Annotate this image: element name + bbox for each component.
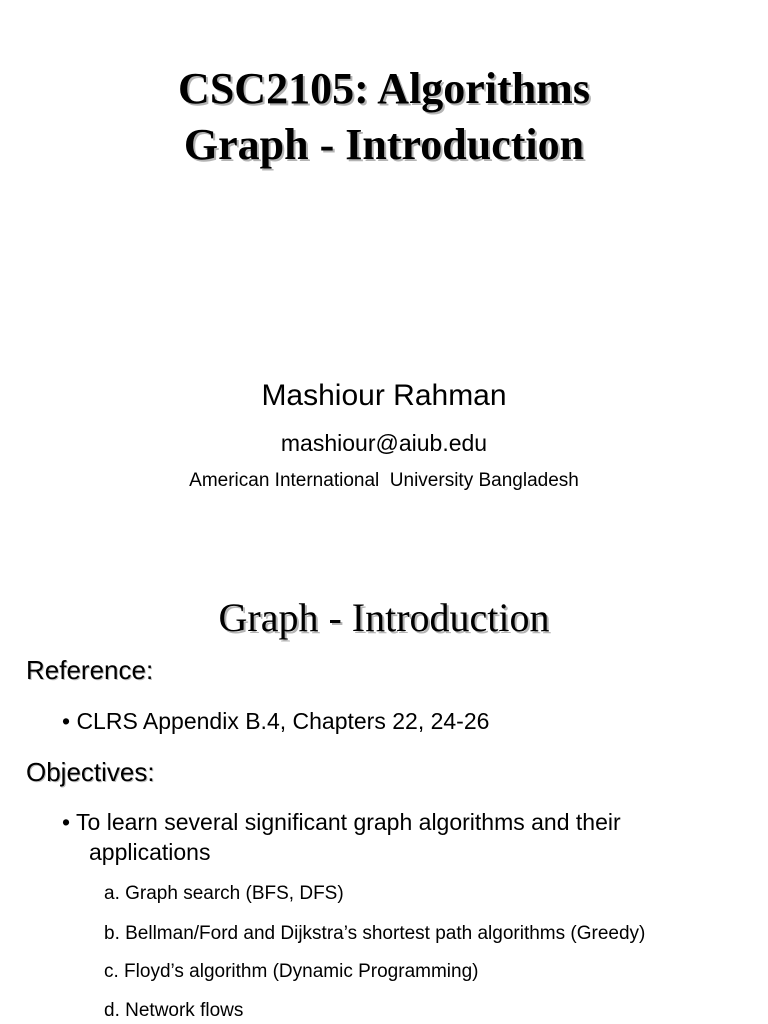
sub-item-network-flows: d. Network flows [104, 1000, 244, 1021]
reference-item: • CLRS Appendix B.4, Chapters 22, 24-26 [62, 708, 490, 734]
objectives-label: Objectives: [26, 757, 155, 787]
author-email: mashiour@aiub.edu [280, 430, 488, 456]
reference-label: Reference: [26, 655, 154, 685]
lecture-title: Graph - Introduction [183, 120, 585, 169]
objective-item-continuation: applications [89, 839, 211, 865]
objective-item: • To learn several significant graph algorithms and their [62, 809, 621, 835]
slide-heading: Graph - Introduction [218, 595, 550, 640]
course-title: CSC2105: Algorithms [178, 64, 590, 113]
author-name: Mashiour Rahman [261, 379, 507, 412]
sub-item-floyd: c. Floyd’s algorithm (Dynamic Programming) [104, 961, 479, 982]
institution-name: American International University Bangladesh [189, 470, 579, 491]
sub-item-shortest-path: b. Bellman/Ford and Dijkstra’s shortest path algorithms (Greedy) [104, 923, 646, 944]
sub-item-graph-search: a. Graph search (BFS, DFS) [104, 883, 344, 904]
